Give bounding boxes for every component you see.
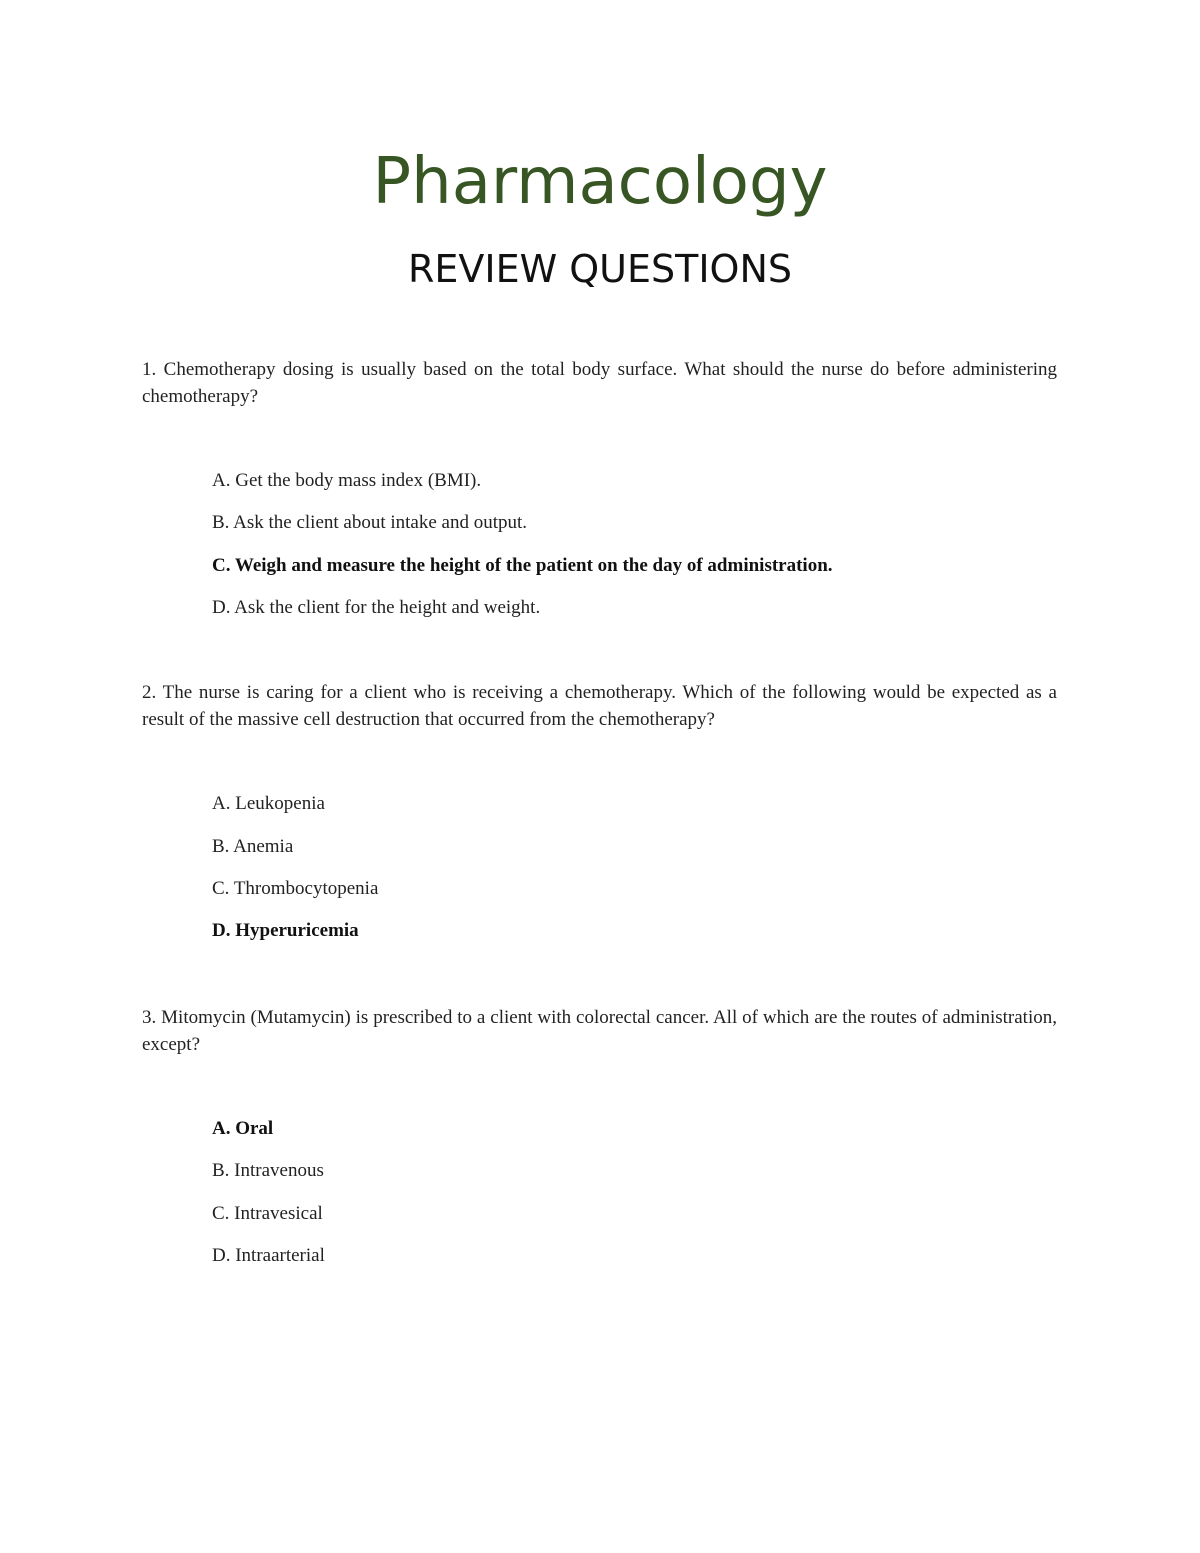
question-2-text: 2. The nurse is caring for a client who is receiving a chemotherapy. Which of the following would be expected as a result of the massive cell destruction that occurred from the chemotherapy? [142,682,1057,730]
question-2-option-b: B. Anemia [212,836,294,857]
question-1-option-a: A. Get the body mass index (BMI). [212,470,482,491]
question-3-option-d: D. Intraarterial [212,1245,325,1266]
question-2-option-a: A. Leukopenia [212,793,325,814]
question-3-option-a-correct: A. Oral [212,1118,274,1139]
question-1-option-b: B. Ask the client about intake and output. [212,512,528,533]
question-3-text: 3. Mitomycin (Mutamycin) is prescribed to a client with colorectal cancer. All of which are the routes of administration, except? [142,1007,1057,1055]
question-1-text: 1. Chemotherapy dosing is usually based on the total body surface. What should the nurse do before administering chemotherapy? [142,359,1057,407]
page-title: Pharmacology [372,145,828,219]
question-3-option-c: C. Intravesical [212,1203,323,1224]
question-2-option-d-correct: D. Hyperuricemia [212,920,359,941]
question-1-option-d: D. Ask the client for the height and weight. [212,597,541,618]
question-3-option-b: B. Intravenous [212,1160,324,1181]
page-subtitle: REVIEW QUESTIONS [407,247,792,291]
question-1-option-c-correct: C. Weigh and measure the height of the patient on the day of administration. [212,555,833,576]
question-2-option-c: C. Thrombocytopenia [212,878,379,899]
